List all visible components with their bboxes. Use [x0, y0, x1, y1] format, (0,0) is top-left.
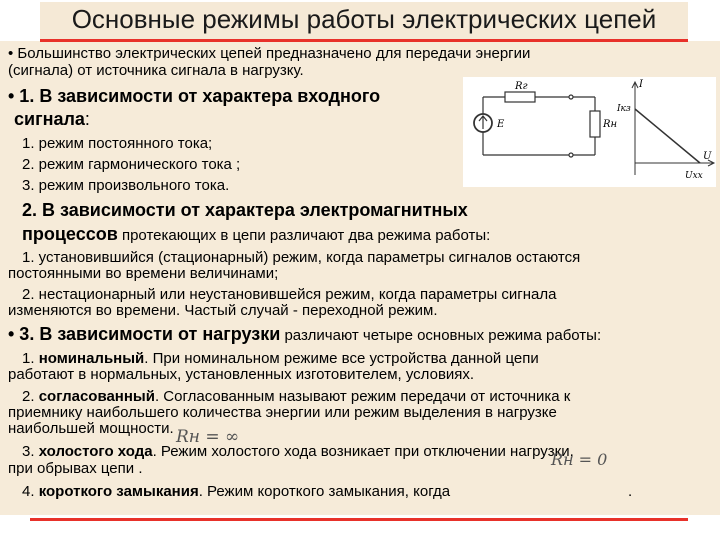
circuit-diagram [463, 77, 716, 187]
rn-label: Rн [603, 119, 618, 130]
e-label: E [497, 119, 505, 130]
formula-rn-zero: Rн = 0 [551, 450, 608, 469]
text-line-19: наибольшей мощности. [8, 420, 174, 437]
item-1-term: номинальный [38, 350, 145, 367]
heading-2: 2. В зависимости от характера электромагнитных [22, 200, 468, 220]
heading-2-cont [22, 224, 490, 244]
heading-2-rest: протекающих в цепи различают два режима работы: [117, 227, 491, 244]
title-box [40, 2, 688, 42]
formula-rn-infinity: Rн = ∞ [176, 427, 240, 447]
heading-1-colon: : [84, 109, 90, 129]
item-2-number: 2. [22, 388, 39, 405]
item-4-text: . Режим короткого замыкания, когда [198, 483, 451, 500]
item-3-term: холостого хода [38, 443, 153, 460]
u-axis-label: U [703, 151, 712, 162]
text-line-16: работают в нормальных, установленных изготовителем, условиях. [8, 366, 475, 383]
text-line-2: (сигнала) от источника сигнала в нагрузку. [8, 62, 304, 79]
text-line-1: • Большинство электрических цепей предназначено для передачи энергии [8, 45, 531, 62]
i-axis-label: I [639, 79, 643, 90]
item-4-number: 4. [22, 483, 39, 500]
heading-2-word: процессов [22, 224, 118, 244]
heading-1-cont [14, 109, 90, 129]
text-line-22 [22, 483, 450, 500]
heading-3-bold: • 3. В зависимости от нагрузки [8, 324, 281, 344]
text-line-13: изменяются во времени. Частый случай - переходной режим. [8, 302, 438, 319]
text-line-22-end: . [628, 483, 633, 500]
item-1-text: . При номинальном режиме все устройства данной цепи [144, 350, 539, 367]
uxx-label: Uхх [685, 171, 703, 181]
text-line-11: постоянными во времени величинами; [8, 265, 279, 282]
text-line-17 [22, 388, 570, 405]
item-3-text: . Режим холостого хода возникает при отключении нагрузки, [152, 443, 574, 460]
rr-label: Rг [515, 81, 528, 92]
text-line-7: 3. режим произвольного тока. [22, 177, 230, 194]
heading-1-word: сигнала [14, 109, 85, 129]
ikz-label: Iкз [617, 104, 631, 114]
item-2-text: . Согласованным называют режим передачи от источника к [154, 388, 571, 405]
text-line-12: 2. нестационарный или неустановившейся режим, когда параметры сигнала [22, 286, 557, 303]
text-line-20 [22, 443, 574, 460]
heading-3 [8, 324, 601, 344]
item-2-term: согласованный [38, 388, 155, 405]
text-line-21: при обрывах цепи . [8, 460, 143, 477]
heading-3-rest: различают четыре основных режима работы: [280, 327, 602, 344]
page-title: Основные режимы работы электрических цепей [71, 4, 657, 34]
text-line-18: приемнику наибольшего количества энергии или режим выделения в нагрузке [8, 404, 557, 421]
text-line-10: 1. установившийся (стационарный) режим, когда параметры сигналов остаются [22, 249, 581, 266]
item-4-term: короткого замыкания [38, 483, 199, 500]
text-line-6: 2. режим гармонического тока ; [22, 156, 241, 173]
circuit-svg [463, 77, 716, 187]
bottom-divider [30, 518, 688, 521]
item-1-number: 1. [22, 350, 39, 367]
text-line-15 [22, 350, 539, 367]
item-3-number: 3. [22, 443, 39, 460]
text-line-5: 1. режим постоянного тока; [22, 135, 213, 152]
heading-1: • 1. В зависимости от характера входного [8, 86, 381, 106]
